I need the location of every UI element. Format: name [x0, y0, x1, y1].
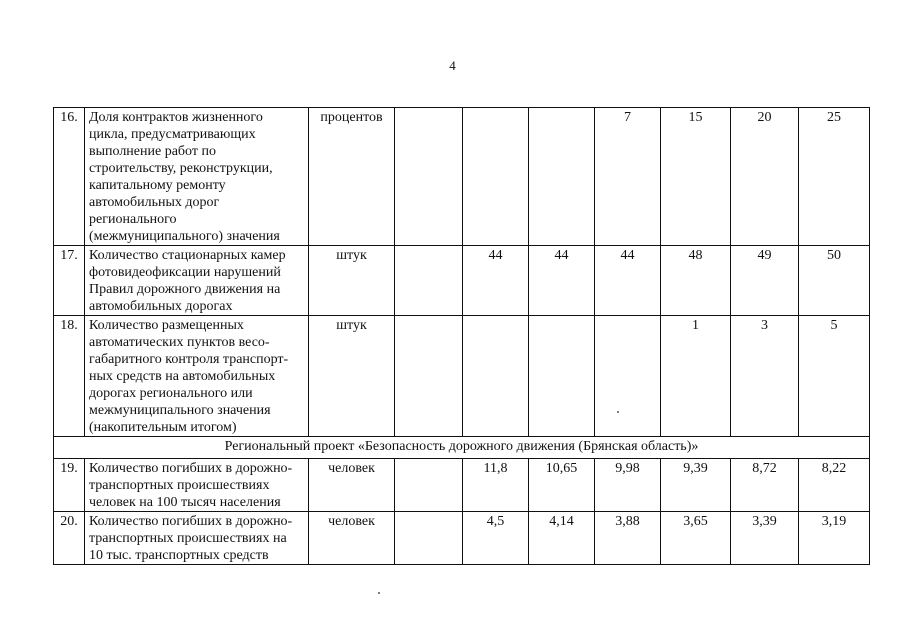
value-cell: 44 — [595, 246, 661, 316]
indicator-name: Количество размещенных автоматических пунктов весо-габаритного контроля транспорт-ных средств на автомобильных дорогах регионального или межмуниципального значения (накопительным итогом) — [85, 316, 309, 437]
value-cell: 4,5 — [463, 512, 529, 565]
value-cell: 9,39 — [661, 459, 731, 512]
value-cell: 48 — [661, 246, 731, 316]
value-cell: 8,22 — [799, 459, 870, 512]
value-cell: 15 — [661, 108, 731, 246]
unit-cell: штук — [309, 316, 395, 437]
value-cell — [395, 246, 463, 316]
row-number: 19. — [54, 459, 85, 512]
value-cell — [529, 108, 595, 246]
indicator-name: Доля контрактов жизненного цикла, предусматривающих выполнение работ по строительству, реконструкции, капитальному ремонту автомобильных дорог регионального (межмуниципального) значения — [85, 108, 309, 246]
table-row — [54, 246, 870, 316]
scan-speck — [617, 411, 619, 413]
value-cell: 3,19 — [799, 512, 870, 565]
unit-cell: человек — [309, 459, 395, 512]
table-row — [54, 108, 870, 246]
value-cell: 25 — [799, 108, 870, 246]
unit-cell: штук — [309, 246, 395, 316]
value-cell: 5 — [799, 316, 870, 437]
value-cell — [395, 512, 463, 565]
row-number: 18. — [54, 316, 85, 437]
value-cell: 20 — [731, 108, 799, 246]
row-number: 16. — [54, 108, 85, 246]
value-cell: 3 — [731, 316, 799, 437]
indicator-name: Количество погибших в дорожно-транспортных происшествиях на 10 тыс. транспортных средств — [85, 512, 309, 565]
row-number: 20. — [54, 512, 85, 565]
value-cell — [463, 316, 529, 437]
indicator-name: Количество стационарных камер фотовидеофиксации нарушений Правил дорожного движения на автомобильных дорогах — [85, 246, 309, 316]
value-cell: 44 — [529, 246, 595, 316]
page-number: 4 — [449, 58, 456, 73]
table-row — [54, 459, 870, 512]
row-number: 17. — [54, 246, 85, 316]
value-cell — [395, 108, 463, 246]
value-cell: 44 — [463, 246, 529, 316]
indicator-name: Количество погибших в дорожно-транспортных происшествиях человек на 100 тысяч населения — [85, 459, 309, 512]
scan-speck — [378, 592, 380, 594]
value-cell: 49 — [731, 246, 799, 316]
value-cell: 9,98 — [595, 459, 661, 512]
value-cell: 1 — [661, 316, 731, 437]
value-cell — [463, 108, 529, 246]
table-row — [54, 316, 870, 437]
unit-cell: процентов — [309, 108, 395, 246]
value-cell: 7 — [595, 108, 661, 246]
value-cell — [529, 316, 595, 437]
section-row — [54, 437, 870, 459]
value-cell: 8,72 — [731, 459, 799, 512]
value-cell: 10,65 — [529, 459, 595, 512]
section-title: Региональный проект «Безопасность дорожного движения (Брянская область)» — [54, 437, 870, 459]
value-cell: 4,14 — [529, 512, 595, 565]
value-cell — [395, 316, 463, 437]
table-row — [54, 512, 870, 565]
value-cell: 50 — [799, 246, 870, 316]
value-cell: 3,65 — [661, 512, 731, 565]
indicators-table — [53, 107, 870, 565]
value-cell: 3,88 — [595, 512, 661, 565]
unit-cell: человек — [309, 512, 395, 565]
value-cell: 3,39 — [731, 512, 799, 565]
value-cell: 11,8 — [463, 459, 529, 512]
value-cell — [595, 316, 661, 437]
value-cell — [395, 459, 463, 512]
